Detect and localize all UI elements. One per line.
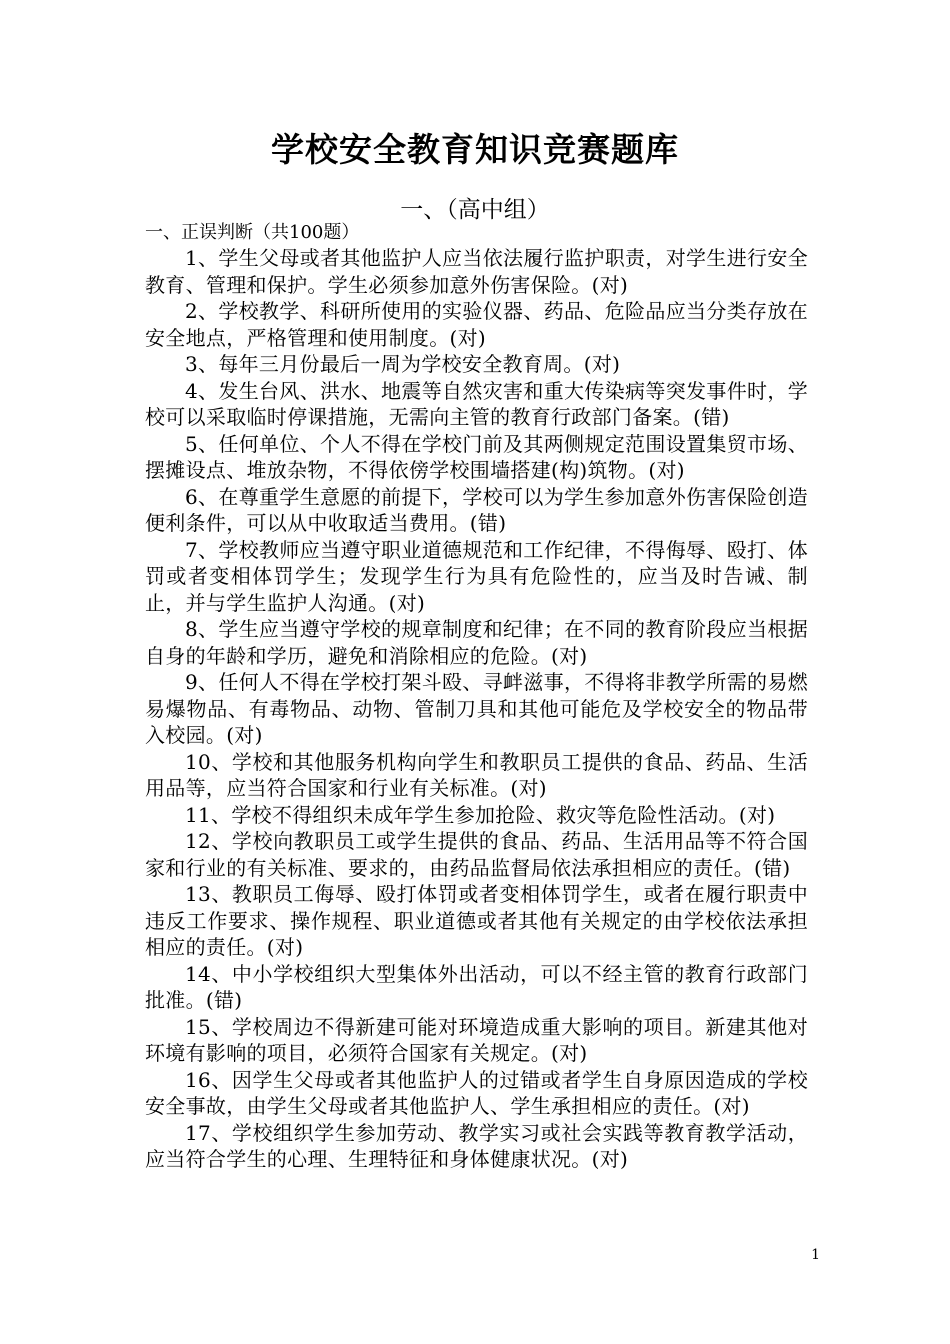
question-item: 17、学校组织学生参加劳动、教学实习或社会实践等教育教学活动，应当符合学生的心理、生理特征和身体健康状况。(对) [145,1120,808,1171]
section-heading: 一、正误判断（共100题） [145,222,360,243]
question-item: 5、任何单位、个人不得在学校门前及其两侧规定范围设置集贸市场、摆摊设点、堆放杂物，不得依傍学校围墙搭建(构)筑物。(对) [145,431,808,482]
question-item: 9、任何人不得在学校打架斗殴、寻衅滋事，不得将非教学所需的易燃易爆物品、有毒物品、动物、管制刀具和其他可能危及学校安全的物品带入校园。(对) [145,670,808,747]
question-item: 3、每年三月份最后一周为学校安全教育周。(对) [185,352,621,376]
question-item: 7、学校教师应当遵守职业道德规范和工作纪律，不得侮辱、殴打、体罚或者变相体罚学生；发现学生行为具有危险性的，应当及时告诫、制止，并与学生监护人沟通。(对) [145,537,808,615]
question-item: 4、发生台风、洪水、地震等自然灾害和重大传染病等突发事件时，学校可以采取临时停课措施，无需向主管的教育行政部门备案。(错) [145,378,808,429]
question-item: 2、学校教学、科研所使用的实验仪器、药品、危险品应当分类存放在安全地点，严格管理和使用制度。(对) [145,299,808,350]
group-heading: 一、（高中组） [400,197,550,223]
question-item: 6、在尊重学生意愿的前提下，学校可以为学生参加意外伤害保险创造便利条件，可以从中收取适当费用。(错) [145,484,808,535]
question-item: 11、学校不得组织未成年学生参加抢险、救灾等危险性活动。(对) [185,802,776,827]
question-item: 13、教职员工侮辱、殴打体罚或者变相体罚学生，或者在履行职责中违反工作要求、操作规程、职业道德或者其他有关规定的由学校依法承担相应的责任。(对) [145,882,808,959]
question-item: 12、学校向教职员工或学生提供的食品、药品、生活用品等不符合国家和行业的有关标准、要求的，由药品监督局依法承担相应的责任。(错) [145,829,808,880]
question-item: 14、中小学校组织大型集体外出活动，可以不经主管的教育行政部门批准。(错) [145,961,808,1012]
question-item: 1、学生父母或者其他监护人应当依法履行监护职责，对学生进行安全教育、管理和保护。学生必须参加意外伤害保险。(对) [145,246,808,297]
question-item: 15、学校周边不得新建可能对环境造成重大影响的项目。新建其他对环境有影响的项目，必须符合国家有关规定。(对) [145,1014,808,1065]
page-number: 1 [811,1247,820,1263]
question-item: 8、学生应当遵守学校的规章制度和纪律；在不同的教育阶段应当根据自身的年龄和学历，避免和消除相应的危险。(对) [145,617,808,668]
question-item: 10、学校和其他服务机构向学生和教职员工提供的食品、药品、生活用品等，应当符合国家和行业有关标准。(对) [145,749,808,800]
question-list [145,245,808,1173]
document-title: 学校安全教育知识竞赛题库 [271,130,679,169]
question-item: 16、因学生父母或者其他监护人的过错或者学生自身原因造成的学校安全事故，由学生父母或者其他监护人、学生承担相应的责任。(对) [145,1067,808,1118]
